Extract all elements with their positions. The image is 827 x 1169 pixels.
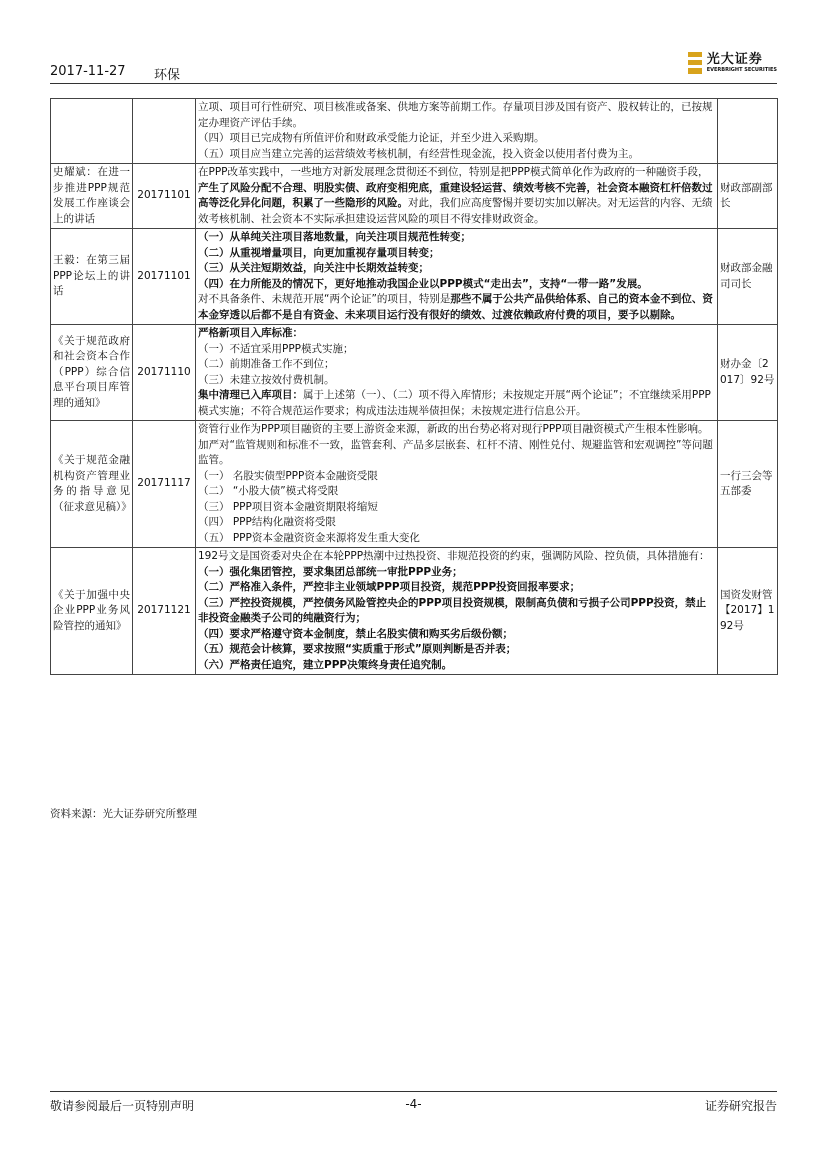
content-line xyxy=(198,246,715,262)
content-line xyxy=(198,531,715,547)
policy-date-cell: 20171101 xyxy=(133,164,196,229)
logo-name-cn: 光大证券 xyxy=(706,51,763,67)
content-text: （一）从单纯关注项目落地数量，向关注项目规范性转变； xyxy=(198,231,471,243)
content-text: （四）项目已完成物有所值评价和财政承受能力论证，并至少进入采购期。 xyxy=(198,132,545,144)
content-text: 严格新项目入库标准： xyxy=(198,327,303,339)
content-text: 对此，我们应高度警惕并要切实加以解决。对无运营的内容、无绩效考核机制、社会资本不实际承担建设运营风险的项目不得安排财政资金。 xyxy=(198,197,713,225)
content-text: （四） PPP结构化融资将受限 xyxy=(198,516,336,528)
content-text: （三）从关注短期效益，向关注中长期效益转变； xyxy=(198,262,429,274)
content-line xyxy=(198,261,715,277)
policy-content-cell xyxy=(196,421,718,548)
content-line xyxy=(198,515,715,531)
content-text: 192号文是国资委对央企在本轮PPP热潮中过热投资、非规范投资的约束，强调防风险、控负债，具体措施有： xyxy=(198,550,710,562)
content-line xyxy=(198,373,715,389)
content-line xyxy=(198,484,715,500)
content-line xyxy=(198,165,715,227)
content-line xyxy=(198,642,715,658)
content-line xyxy=(198,658,715,674)
content-text: （三）严控投资规模，严控债务风险管控央企的PPP项目投资规模，限制高负债和亏损子公司PPP投资，禁止非投资金融类子公司的纯融资行为； xyxy=(198,596,707,624)
content-text: 集中清理已入库项目： xyxy=(198,389,303,401)
content-line xyxy=(198,357,715,373)
report-date: 2017-11-27 xyxy=(50,64,126,79)
policy-content-cell xyxy=(196,548,718,675)
content-text: （一） 名股实债型PPP资本金融资受限 xyxy=(198,469,378,482)
content-line xyxy=(198,549,715,565)
policy-content-cell xyxy=(196,325,718,421)
content-text: （五）项目应当建立完善的运营绩效考核机制，有经营性现金流，投入资金以使用者付费为主。 xyxy=(198,147,639,160)
policy-content-cell xyxy=(196,99,718,164)
disclaimer-note: 敬请参阅最后一页特别声明 xyxy=(50,1099,195,1113)
policy-source-cell: 王毅：在第三届PPP论坛上的讲话 xyxy=(51,229,133,325)
policy-date-cell: 20171110 xyxy=(133,325,196,421)
content-line xyxy=(198,230,715,246)
content-text: （二）前期准备工作不到位； xyxy=(198,358,335,370)
content-text: （三） PPP项目资本金融资期限将缩短 xyxy=(198,500,378,513)
policy-date-cell: 20171121 xyxy=(133,548,196,675)
table-row xyxy=(51,548,778,675)
content-line xyxy=(198,388,715,419)
policy-date-cell: 20171117 xyxy=(133,421,196,548)
page-number: -4- xyxy=(405,1097,422,1111)
policy-content-cell xyxy=(196,229,718,325)
content-text: 立项、项目可行性研究、项目核准或备案、供地方案等前期工作。存量项目涉及国有资产、股权转让的，已按规定办理资产评估手续。 xyxy=(198,101,713,129)
policy-date-cell xyxy=(133,99,196,164)
content-text: 产生了风险分配不合理、明股实债、政府变相兜底，重建设轻运营、绩效考核不完善，社会资本融资杠杆倍数过高等泛化异化问题，积累了一些隐形的风险。 xyxy=(198,181,713,209)
content-text: 在PPP改革实践中，一些地方对新发展理念贯彻还不到位，特别是把PPP模式简单化作为政府的一种融资手段， xyxy=(198,166,709,178)
footer-divider xyxy=(50,1091,777,1092)
content-line xyxy=(198,627,715,643)
content-text: （四）要求严格遵守资本金制度，禁止名股实债和购买劣后级份额； xyxy=(198,627,513,640)
content-line xyxy=(198,292,715,323)
table-row xyxy=(51,421,778,548)
logo-mark-icon xyxy=(688,52,702,74)
content-line xyxy=(198,147,715,163)
page-header xyxy=(50,50,777,82)
content-line xyxy=(198,469,715,485)
content-text: （二） “小股大债”模式将受限 xyxy=(198,485,339,497)
report-category: 环保 xyxy=(154,68,181,83)
report-type: 证券研究报告 xyxy=(704,1099,777,1113)
issuer-cell: 一行三会等五部委 xyxy=(718,421,778,548)
content-text: （二）严格准入条件，严控非主业领域PPP项目投资，规范PPP投资回报率要求； xyxy=(198,581,581,593)
content-line xyxy=(198,326,715,342)
content-text: 那些不属于公共产品供给体系、自己的资本金不到位、资本金穿透以后都不是自有资金、未来项目运行没有很好的绩效、过渡依赖政府付费的项目，要予以剔除。 xyxy=(198,293,713,321)
content-line xyxy=(198,565,715,581)
content-line xyxy=(198,596,715,627)
table-row xyxy=(51,99,778,164)
policy-source-cell: 《关于加强中央企业PPP业务风险管控的通知》 xyxy=(51,548,133,675)
content-text: （五） PPP资本金融资资金来源将发生重大变化 xyxy=(198,531,420,544)
content-line xyxy=(198,422,715,469)
company-logo xyxy=(688,52,777,74)
table-row xyxy=(51,164,778,229)
policy-source-cell: 史耀斌：在进一步推进PPP规范发展工作座谈会上的讲话 xyxy=(51,164,133,229)
content-text: （四）在力所能及的情况下，更好地推动我国企业以PPP模式“走出去”，支持“一带一路”发展。 xyxy=(198,277,648,290)
content-text: （一）强化集团管控，要求集团总部统一审批PPP业务； xyxy=(198,565,463,578)
content-line xyxy=(198,342,715,358)
policy-content-cell xyxy=(196,164,718,229)
issuer-cell: 财政部副部长 xyxy=(718,164,778,229)
content-line xyxy=(198,500,715,516)
issuer-cell: 财办金〔2017〕92号 xyxy=(718,325,778,421)
content-text: （二）从重视增量项目，向更加重视存量项目转变； xyxy=(198,246,440,259)
content-line xyxy=(198,100,715,131)
table-row xyxy=(51,229,778,325)
header-divider xyxy=(50,83,777,84)
content-text: （三）未建立按效付费机制。 xyxy=(198,373,335,386)
policy-date-cell: 20171101 xyxy=(133,229,196,325)
issuer-cell: 财政部金融司司长 xyxy=(718,229,778,325)
policy-source-cell: 《关于规范政府和社会资本合作（PPP）综合信息平台项目库管理的通知》 xyxy=(51,325,133,421)
logo-name-en: EVERBRIGHT SECURITIES xyxy=(706,66,777,73)
policy-source-cell xyxy=(51,99,133,164)
content-text: 资管行业作为PPP项目融资的主要上游资金来源，新政的出台势必将对现行PPP项目融资模式产生根本性影响。加严对“监管规则和标准不一致，监管套利、产品多层嵌套、杠杆不清、刚性兑付、规避监管和宏观调控”等问题监管。 xyxy=(198,423,713,466)
content-line xyxy=(198,277,715,293)
source-note: 资料来源：光大证券研究所整理 xyxy=(50,808,197,820)
content-text: （六）严格责任追究，建立PPP决策终身责任追究制。 xyxy=(198,658,453,671)
table-row xyxy=(51,325,778,421)
issuer-cell xyxy=(718,99,778,164)
policy-table xyxy=(50,98,778,675)
content-line xyxy=(198,131,715,147)
content-text: 对不具备条件、未规范开展“两个论证”的项目，特别是 xyxy=(198,293,451,305)
content-text: 属于上述第（一）、（二）项不得入库情形；未按规定开展“两个论证”；不宜继续采用PPP模式实施；不符合规范运作要求；构成违法违规举债担保；未按规定进行信息公开。 xyxy=(198,389,711,417)
issuer-cell: 国资发财管【2017】192号 xyxy=(718,548,778,675)
content-text: （五）规范会计核算，要求按照“实质重于形式”原则判断是否并表； xyxy=(198,643,517,655)
policy-source-cell: 《关于规范金融机构资产管理业务的指导意见（征求意见稿）》 xyxy=(51,421,133,548)
content-text: （一）不适宜采用PPP模式实施； xyxy=(198,342,354,355)
content-line xyxy=(198,580,715,596)
